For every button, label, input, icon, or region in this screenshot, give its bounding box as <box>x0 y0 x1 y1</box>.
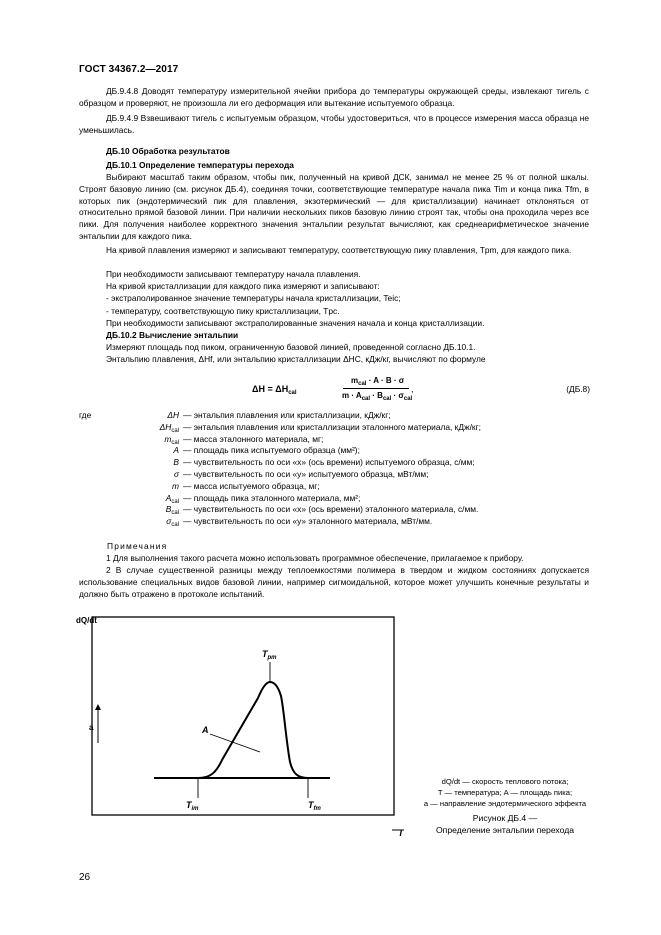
definition-text: — чувствительность по оси «х» (ось времени) испытуемого образца, с/мм; <box>183 457 475 468</box>
formula-denominator: $m \cdot A_{cal} \cdot B_{cal} \cdot \sigma_{cal}$ <box>342 391 413 402</box>
definition-symbol: $\Delta H_{cal}$ <box>159 421 179 434</box>
definition-symbol: $\sigma_{cal}$ <box>166 516 179 529</box>
formula-db8 <box>250 375 590 405</box>
paragraph-crystallization: На кривой кристаллизации для каждого пика измеряют и записывают: <box>106 281 380 291</box>
paragraph-9-4-9: ДБ.9.4.9 Взвешивают тигель с испытуемым образцом, чтобы удостовериться, что в процессе измерения масса образца не уменьшилась. <box>79 113 589 135</box>
formula-comma: , <box>411 384 414 394</box>
peak-label: $T_{pm}$ <box>262 649 277 661</box>
paragraph-10-1-body: Выбирают масштаб таким образом, чтобы пик, полученный на кривой ДСК, занимал не менее 25 % от полной шкалы. Строят базовую линию (см. рисунок ДБ.4), соединяя точки, соответствующие температуре начала пика Tim и конца пика Tfm, в которых пик (эндотермический пик для плавления, экзотермический — для кристаллизации) начинает отклоняться от относительно прямой базовой линии. При наличии нескольких пиков базовую линию строят так, чтобы она проходила через все пики. Для получения наиболее корректного значения энтальпии результат вычисляют, как среднеарифметическое значение энтальпии для каждого пика. <box>79 172 589 241</box>
definition-row <box>79 457 599 469</box>
dsc-peak-figure <box>70 610 405 842</box>
definition-symbol: B <box>173 457 179 468</box>
notes-title: Примечания <box>107 541 168 551</box>
end-label: $T_{fm}$ <box>308 800 321 812</box>
area-label: A <box>202 725 209 735</box>
definition-row <box>79 410 599 422</box>
arrow-label: a <box>89 723 94 732</box>
definition-symbol: σ <box>173 468 179 479</box>
start-label: $T_{im}$ <box>186 800 199 812</box>
definition-text: — масса испытуемого образца, мг; <box>183 480 320 491</box>
formula-fraction-bar <box>343 388 409 389</box>
definition-symbol: $A_{cal}$ <box>165 492 179 505</box>
definition-text: — чувствительность по оси «у» эталонного материала, мВт/мм. <box>183 516 433 527</box>
definition-row <box>79 504 599 516</box>
caption-line-1: Рисунок ДБ.4 — <box>472 813 538 823</box>
list-item-tpc: - температуру, соответствующую пику кристаллизации, Tpc. <box>106 306 340 316</box>
paragraph-area: Измеряют площадь под пиком, ограниченную базовой линией, проведенной согласно ДБ.10.1. <box>106 342 476 352</box>
legend-line-1: dQ/dt — скорость теплового потока; <box>441 777 569 786</box>
definition-row <box>79 445 599 457</box>
paragraph-formula-intro: Энтальпию плавления, ΔHf, или энтальпию кристаллизации ΔHC, кДж/кг, вычисляют по формуле <box>106 354 486 364</box>
figure-legend <box>405 776 605 809</box>
paragraph-peak-melting: На кривой плавления измеряют и записывают температуру, соответствующую пику плавления, Tpm, для каждого пика. <box>106 245 572 255</box>
page-number: 26 <box>79 872 91 883</box>
definition-text: — энтальпия плавления или кристаллизации эталонного материала, кДж/кг; <box>183 421 481 432</box>
definition-text: — масса эталонного материала, мг; <box>183 433 324 444</box>
definition-row <box>79 481 599 493</box>
list-item-teic: - экстраполированное значение температуры начала кристаллизации, Teic; <box>106 293 401 303</box>
paragraph-onset-melting: При необходимости записывают температуру начала плавления. <box>106 269 361 279</box>
subsection-heading-10-2: ДБ.10.2 Вычисление энтальпии <box>106 330 239 340</box>
definitions-where: где <box>79 410 92 420</box>
paragraph-extrapolated: При необходимости записывают экстраполированные значения начала и конца кристаллизации. <box>106 318 485 328</box>
plot-frame <box>92 617 394 815</box>
definition-row <box>79 469 599 481</box>
definition-text: — чувствительность по оси «х» (ось времени) эталонного материала, с/мм. <box>183 504 479 515</box>
definitions-list <box>79 410 599 528</box>
definition-row <box>79 516 599 528</box>
definition-symbol: ΔH <box>167 410 179 420</box>
definition-row <box>79 493 599 505</box>
dsc-curve <box>154 682 330 778</box>
y-axis-label: dQ/dt <box>76 616 97 625</box>
legend-line-2: T — температура; A — площадь пика; <box>437 788 573 797</box>
definition-text: — площадь пика испытуемого образца (мм²); <box>183 445 360 456</box>
definition-symbol: $B_{cal}$ <box>165 504 179 517</box>
legend-line-3: a — направление эндотермического эффекта <box>423 799 587 808</box>
formula-numerator: $m_{cal} \cdot A \cdot B \cdot \sigma$ <box>351 376 405 387</box>
note-2: 2 В случае существенной разницы между теплоемкостями полимера в твердом и жидком состояниях допускается использование специальных видов базовой линии, например сигмоидальной, которое может улучшить конечные результаты и должно быть отражено в протоколе испытаний. <box>79 565 589 599</box>
subsection-heading-10-1: ДБ.10.1 Определение температуры перехода <box>106 160 294 170</box>
definition-symbol: m <box>172 480 179 491</box>
definition-row <box>79 434 599 446</box>
section-heading-10: ДБ.10 Обработка результатов <box>106 146 230 156</box>
definition-text: — энтальпия плавления или кристаллизации, кДж/кг; <box>183 410 391 420</box>
paragraph-9-4-8: ДБ.9.4.8 Доводят температуру измерительной ячейки прибора до температуры окружающей среды, извлекают тигель с образцом и проверяют, не произошла ли его деформация или вытекание испытуемого образца. <box>79 86 589 108</box>
formula-number: (ДБ.8) <box>566 384 590 394</box>
definition-symbol: $m_{cal}$ <box>164 433 179 446</box>
definition-text: — площадь пика эталонного материала, мм²; <box>183 492 361 503</box>
definition-row <box>79 422 599 434</box>
note-1: 1 Для выполнения такого расчета можно использовать программное обеспечение, прилагаемое к прибору. <box>106 553 524 563</box>
document-header: ГОСТ 34367.2—2017 <box>79 64 179 75</box>
x-axis-label: T <box>398 828 404 838</box>
definition-symbol: A <box>173 445 179 456</box>
definition-text: — чувствительность по оси «у» испытуемого образца, мВт/мм; <box>183 468 429 479</box>
figure-caption <box>405 812 605 836</box>
caption-line-2: Определение энтальпии перехода <box>436 825 574 835</box>
formula-lhs: $\Delta H = \Delta H_{cal}$ <box>252 384 297 396</box>
